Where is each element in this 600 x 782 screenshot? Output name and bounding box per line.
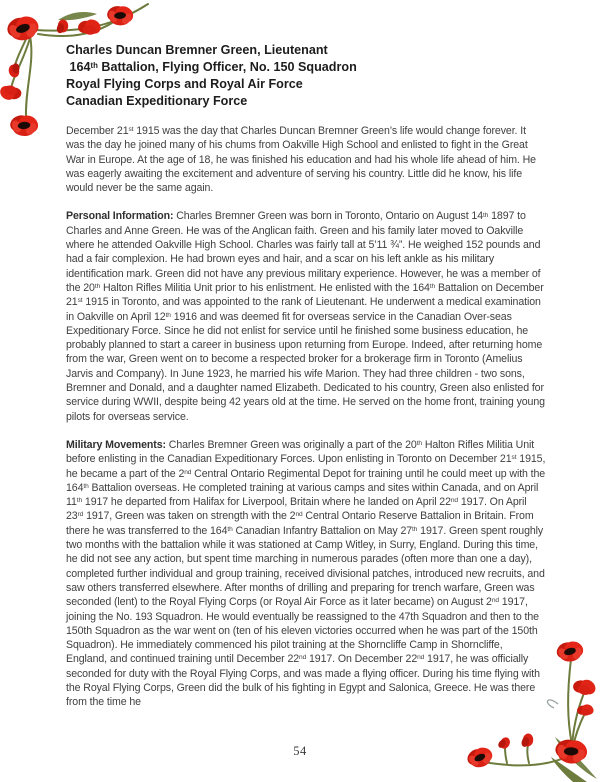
- paragraph-personal-information: [66, 209, 546, 423]
- poppy-bud-icon: [53, 17, 72, 36]
- paragraph-lead: Military Movements:: [66, 438, 166, 451]
- poppy-bud-icon: [4, 60, 25, 81]
- poppy-flower-icon: [575, 702, 596, 718]
- poppy-leaf: [551, 757, 587, 782]
- poppy-flower-icon: [2, 11, 43, 42]
- title-line-force: Canadian Expeditionary Force: [66, 94, 248, 108]
- paragraph-text: Charles Bremner Green was originally a part of the 20th Halton Rifles Militia Unit before enlisting in the Canadian Expeditionary Forces. Upon enlisting in Toronto on December 21st 1915, he became a part of the 2nd Central Ontario Regimental Depot for training until he could meet up with the 164th Battalion overseas. He completed training at various camps and sites within Canada, and on April 11th 1917 he departed from Halifax for Liverpool, Britain where he landed on April 22nd 1917. On April 23rd 1917, Green was taken on strength with the 2nd Central Ontario Reserve Battalion in Britain. From there he was transferred to the 164th Canadian Infantry Battalion on May 27th 1917. Green spent roughly two months with the battalion while it was stationed at Camp Witley, in Surry, England. During this time, he did not see any action, but spent time marching in numerous parades (often more than one a day), completed further individual and group training, received divisional patches, introduced new recruits, and saw others transferred elsewhere. After months of drilling and preparing for trench warfare, Green was seconded (lent) to the Royal Flying Corps (or Royal Air Force as it later became) on August 2nd 1917, joining the No. 193 Squadron. He would eventually be reassigned to the 47th Squadron and then to the 150th Squadron as the war went on (ten of his eleven victories occurred when he was part of the 150th Squadron). He immediately commenced his pilot training at the Shorncliffe Camp in Shorncliffe, England, and continued training until December 22nd 1917. On December 22nd 1917, he was officially seconded for duty with the Royal Flying Corps, and was made a flying officer. During his time flying with the Royal Flying Corps, Green did the bulk of his fighting in Egypt and Salonica, Greece. He was there from the time he: [66, 438, 546, 709]
- title-line-corps: Royal Flying Corps and Royal Air Force: [66, 77, 303, 91]
- poppy-flower-icon: [570, 674, 600, 699]
- poppy-leaf: [58, 12, 97, 20]
- document-title: [66, 42, 546, 110]
- paragraph-military-movements: [66, 438, 546, 710]
- poppy-flower-icon: [7, 111, 42, 137]
- title-line-battalion-squadron: 164th Battalion, Flying Officer, No. 150 Squadron: [66, 60, 357, 74]
- poppy-flower-icon: [104, 2, 137, 27]
- poppy-flower-icon: [553, 637, 587, 663]
- poppy-flower-icon: [0, 82, 25, 106]
- grey-tendril: [547, 700, 558, 708]
- paragraph-introduction: [66, 124, 546, 195]
- paragraph-text: Charles Bremner Green was born in Toronto, Ontario on August 14th 1897 to Charles and Anne Green. He was of the Anglican faith. Green and his family later moved to Oakville where he attended Oakville High School. Charles was fairly tall at 5’11 ¾”. He weighed 152 pounds and had a fair complexion. He had brown eyes and hair, and a scar on his left ankle as his military identification mark. Green did not have any previous military experience. However, he was a member of the 20th Halton Rifles Militia Unit prior to his enlistment. He enlisted with the 164th Battalion on December 21st 1915 in Toronto, and was appointed to the rank of Lieutenant. He underwent a medical examination in Oakville on April 12th 1916 and was deemed fit for overseas service in the Canadian Over-seas Expeditionary Force. Since he did not enlist for service until he finished some business education, he probably planned to start a career in business upon returning from Europe. Indeed, after returning home from the war, Green went on to become a respected broker for a brokerage firm in Toronto (Amelius Jarvis and Company). In June 1923, he married his wife Marion. They had three children - two sons, Bremner and Donald, and a daughter named Elizabeth. Dedicated to his country, Green also enlisted for service during WWII, despite being 42 years old at the time. He served on the home front, training young pilots for overseas service.: [66, 210, 545, 423]
- paragraph-text: December 21st 1915 was the day that Charles Duncan Bremner Green’s life would change forever. It was the day he joined many of his chums from Oakville High School and enlisted to fight in the Great War in Europe. At the age of 18, he was finished his education and had his whole life ahead of him. He was eagerly awaiting the excitement and adventure of serving his country. Little did he know, his life would never be the same again.: [66, 125, 536, 195]
- poppy-flower-icon: [75, 15, 104, 38]
- page-number: 54: [293, 744, 307, 758]
- document-body: [66, 42, 546, 724]
- paragraph-lead: Personal Information:: [66, 210, 174, 223]
- title-line-name-rank: Charles Duncan Bremner Green, Lieutenant: [66, 43, 328, 57]
